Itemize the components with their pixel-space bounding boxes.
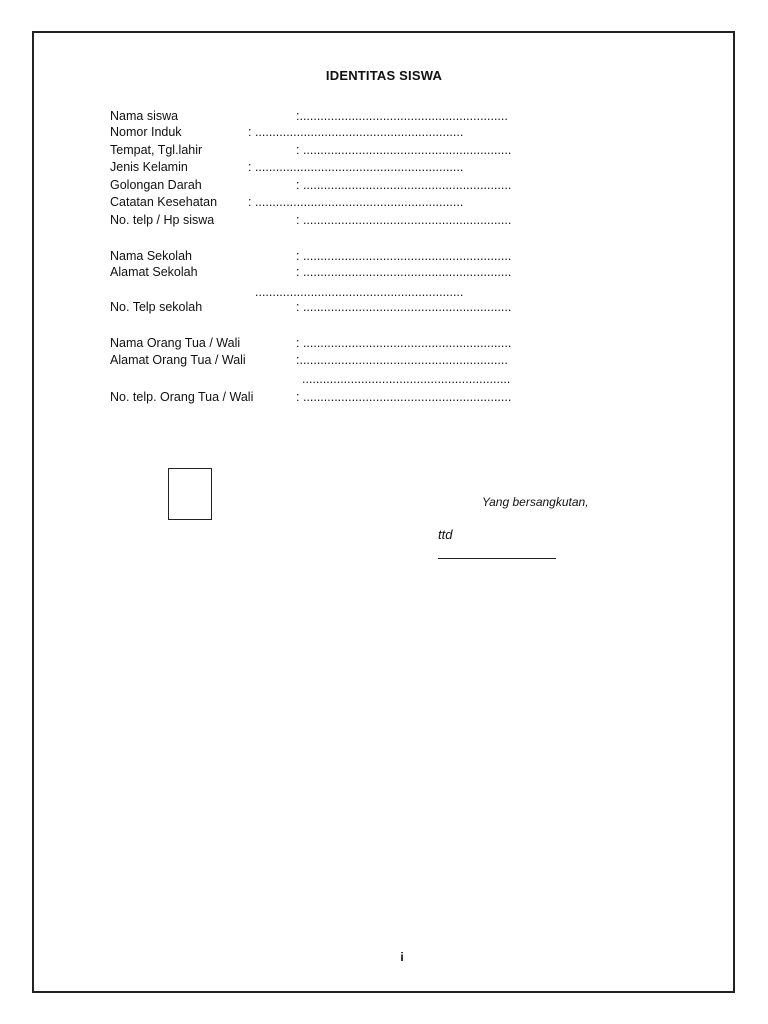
field-value-jenis-kelamin: : ............................................................ (248, 160, 464, 174)
field-value-nama-orang-tua: : ............................................................ (296, 336, 512, 350)
field-value-tempat-tgl-lahir: : ............................................................ (296, 143, 512, 157)
field-label-nama-siswa: Nama siswa (110, 109, 179, 123)
field-label-golongan-darah: Golongan Darah (110, 178, 202, 192)
field-label-alamat-sekolah: Alamat Sekolah (110, 265, 198, 279)
signer-label: Yang bersangkutan, (482, 495, 589, 509)
field-label-nomor-induk: Nomor Induk (110, 125, 182, 139)
field-label-catatan-kesehatan: Catatan Kesehatan (110, 195, 218, 209)
field-value-nomor-induk: : ............................................................ (248, 125, 464, 139)
field-label-jenis-kelamin: Jenis Kelamin (110, 160, 188, 174)
field-value-alamat-orang-tua: :............................................................ (296, 353, 508, 367)
photo-box (168, 468, 212, 520)
signature-line (438, 558, 556, 559)
page-border (32, 31, 735, 993)
field-value-alamat-orang-tua-line2: ............................................................ (302, 372, 511, 386)
field-value-catatan-kesehatan: : ............................................................ (248, 195, 464, 209)
signature-ttd: ttd (438, 527, 453, 542)
page-number: i (400, 950, 404, 964)
field-label-alamat-orang-tua: Alamat Orang Tua / Wali (110, 353, 246, 367)
field-value-no-telp-sekolah: : ............................................................ (296, 300, 512, 314)
field-label-no-telp-sekolah: No. Telp sekolah (110, 300, 203, 314)
field-value-nama-sekolah: : ............................................................ (296, 249, 512, 263)
field-value-alamat-sekolah-line2: ............................................................ (255, 285, 464, 299)
field-label-no-telp-orang-tua: No. telp. Orang Tua / Wali (110, 390, 254, 404)
field-value-alamat-sekolah: : ............................................................ (296, 265, 512, 279)
field-value-nama-siswa: :............................................................ (296, 109, 508, 123)
field-label-nama-orang-tua: Nama Orang Tua / Wali (110, 336, 241, 350)
field-label-nama-sekolah: Nama Sekolah (110, 249, 192, 263)
field-label-no-telp-siswa: No. telp / Hp siswa (110, 213, 215, 227)
field-label-tempat-tgl-lahir: Tempat, Tgl.lahir (110, 143, 203, 157)
field-value-no-telp-orang-tua: : ............................................................ (296, 390, 512, 404)
field-value-no-telp-siswa: : ............................................................ (296, 213, 512, 227)
field-value-golongan-darah: : ............................................................ (296, 178, 512, 192)
document-title: IDENTITAS SISWA (325, 68, 443, 83)
